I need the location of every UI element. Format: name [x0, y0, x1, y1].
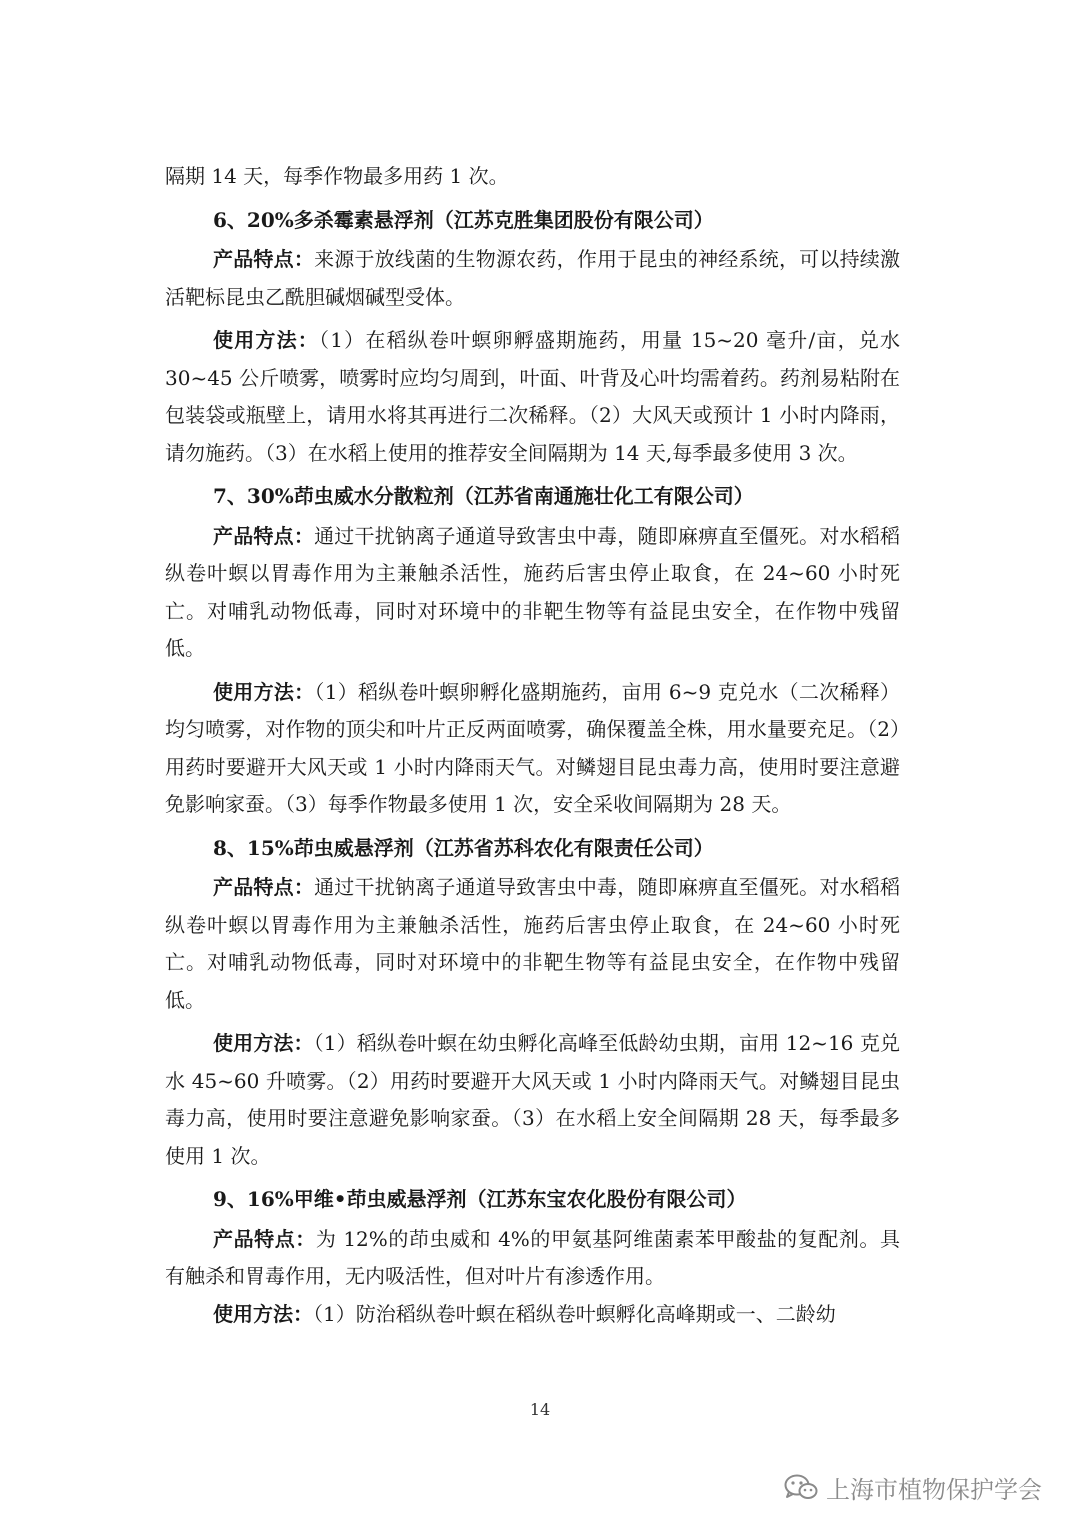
usage-paragraph-9: [165, 1296, 900, 1334]
section-heading-8: 8、15%茚虫威悬浮剂（江苏省苏科农化有限责任公司）: [213, 835, 714, 860]
features-paragraph-7: [165, 518, 900, 668]
features-text: 通过干扰钠离子通道导致害虫中毒，随即麻痹直至僵死。对水稻稻纵卷叶螟以胃毒作用为主兼触杀活性，施药后害虫停止取食，在 24~60 小时死亡。对哺乳动物低毒，同时对环境中的非靶生物等有益昆虫安全，在作物中残留低。: [165, 523, 901, 660]
usage-paragraph-8: [165, 1025, 900, 1175]
features-paragraph-6: [165, 241, 900, 316]
usage-paragraph-7: [165, 674, 900, 824]
features-paragraph-8: [165, 869, 900, 1019]
usage-paragraph-6: [165, 322, 900, 472]
section-heading-6: 6、20%多杀霉素悬浮剂（江苏克胜集团股份有限公司）: [213, 207, 714, 232]
usage-label: 使用方法：: [213, 1031, 314, 1055]
usage-text: （1）在稻纵卷叶螟卵孵盛期施药，用量 15~20 毫升/亩，兑水 30~45 公斤喷雾，喷雾时应均匀周到，叶面、叶背及心叶均需着药。药剂易粘附在包装袋或瓶壁上，请用水将其再进行二次稀释。（2）大风天或预计 1 小时内降雨，请勿施药。（3）在水稻上使用的推荐安全间隔期为 14 天,每季最多使用 3 次。: [165, 328, 900, 465]
section-heading-9: 9、16%甲维•茚虫威悬浮剂（江苏东宝农化股份有限公司）: [213, 1187, 747, 1211]
usage-text: （1）稻纵卷叶螟卵孵化盛期施药，亩用 6~9 克兑水（二次稀释）均匀喷雾，对作物的顶尖和叶片正反两面喷雾，确保覆盖全株，用水量要充足。（2）用药时要避开大风天或 1 小时内降雨天气。对鳞翅目昆虫毒力高，使用时要注意避免影响家蚕。（3）每季作物最多使用 1 次，安全采收间隔期为 28 天。: [165, 679, 900, 816]
features-label: 产品特点：: [213, 1226, 316, 1251]
features-text: 来源于放线菌的生物源农药，作用于昆虫的神经系统，可以持续激活靶标昆虫乙酰胆碱烟碱型受体。: [165, 247, 901, 309]
features-text: 为 12%的茚虫威和 4%的甲氨基阿维菌素苯甲酸盐的复配剂。具有触杀和胃毒作用，无内吸活性，但对叶片有渗透作用。: [165, 1226, 900, 1288]
usage-label: 使用方法：: [213, 328, 319, 352]
features-paragraph-9: [165, 1221, 900, 1296]
watermark: [784, 1470, 1042, 1505]
features-label: 产品特点：: [213, 523, 315, 548]
watermark-text: 上海市植物保护学会: [826, 1476, 1042, 1504]
usage-label: 使用方法：: [213, 1301, 313, 1326]
section-heading-7: 7、30%茚虫威水分散粒剂（江苏省南通施壮化工有限公司）: [213, 484, 754, 508]
usage-label: 使用方法：: [213, 679, 315, 704]
features-label: 产品特点：: [213, 247, 315, 271]
usage-text: （1）防治稻纵卷叶螟在稻纵卷叶螟孵化高峰期或一、二龄幼: [313, 1301, 836, 1326]
continuation-line: 隔期 14 天，每季作物最多用药 1 次。: [165, 164, 509, 188]
page-number: 14: [529, 1400, 551, 1419]
usage-text: （1）稻纵卷叶螟在幼虫孵化高峰至低龄幼虫期，亩用 12~16 克兑水 45~60 升喷雾。（2）用药时要避开大风天或 1 小时内降雨天气。对鳞翅目昆虫毒力高，使用时要注意避免影响家蚕。（3）在水稻上安全间隔期 28 天，每季最多使用 1 次。: [165, 1031, 900, 1168]
document-body: [165, 158, 900, 1333]
features-text: 通过干扰钠离子通道导致害虫中毒，随即麻痹直至僵死。对水稻稻纵卷叶螟以胃毒作用为主兼触杀活性，施药后害虫停止取食，在 24~60 小时死亡。对哺乳动物低毒，同时对环境中的非靶生物等有益昆虫安全，在作物中残留低。: [165, 875, 901, 1012]
wechat-icon: [784, 1474, 818, 1502]
features-label: 产品特点：: [213, 875, 315, 899]
